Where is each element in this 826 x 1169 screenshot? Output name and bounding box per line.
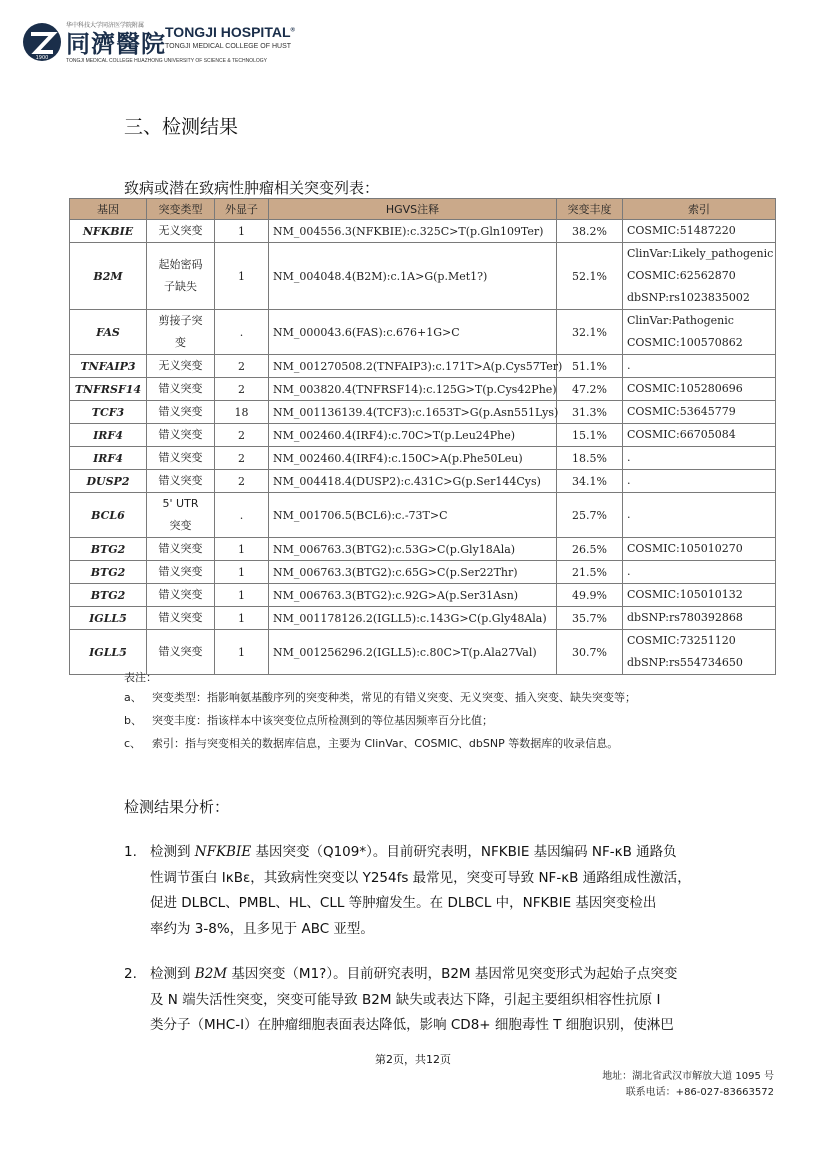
paragraph-line: 及 N 端失活性突变，突变可能导致 B2M 缺失或表达下降，引起主要组织相容性抗原 I	[150, 991, 661, 1008]
table-notes	[124, 669, 764, 758]
gene-cell: DUSP2	[70, 470, 147, 493]
gene-cell: TNFAIP3	[70, 355, 147, 378]
mutation-type-line: 错义突变	[158, 382, 203, 395]
mutation-type-cell	[147, 378, 215, 401]
brand-cn-name: 同濟醫院	[66, 29, 166, 58]
mutation-type-line: 错义突变	[158, 405, 203, 418]
reference-line: COSMIC:100570862	[627, 336, 743, 349]
table-row	[70, 538, 776, 561]
analysis-paragraph-2	[124, 962, 724, 1039]
paragraph-line: 率约为 3-8%，且多见于 ABC 亚型。	[150, 920, 374, 937]
mutation-type-line: 错义突变	[158, 588, 203, 601]
reference-line: dbSNP:rs780392868	[627, 611, 743, 624]
registered-mark: ®	[290, 27, 295, 34]
mutation-type-line: 无义突变	[158, 359, 203, 372]
reference-cell	[623, 243, 776, 310]
reference-cell	[623, 355, 776, 378]
exon-cell: 2	[215, 424, 269, 447]
mutation-type-line: 起始密码	[158, 258, 203, 271]
table-row	[70, 493, 776, 538]
table-row	[70, 378, 776, 401]
table-row	[70, 584, 776, 607]
reference-cell	[623, 493, 776, 538]
header-ref: 索引	[623, 199, 776, 220]
gene-cell: B2M	[70, 243, 147, 310]
line-prefix: 检测到	[150, 966, 195, 982]
table-row	[70, 243, 776, 310]
exon-cell: 1	[215, 220, 269, 243]
table-body	[70, 220, 776, 675]
frequency-cell: 49.9%	[557, 584, 623, 607]
footer-address: 地址：湖北省武汉市解放大道 1095 号	[602, 1071, 774, 1082]
section-title: 三、检测结果	[124, 116, 239, 138]
brand-en-text: TONGJI HOSPITAL	[165, 24, 291, 40]
mutation-type-cell	[147, 447, 215, 470]
header-type: 突变类型	[147, 199, 215, 220]
frequency-cell: 30.7%	[557, 630, 623, 675]
gene-cell: IGLL5	[70, 630, 147, 675]
paragraph-line: 性调节蛋白 IκBε，其致病性突变以 Y254fs 最常见，突变可导致 NF-κB 通路组成性激活，	[150, 869, 691, 886]
reference-line: COSMIC:105010132	[627, 588, 743, 601]
header-exon: 外显子	[215, 199, 269, 220]
mutation-type-line: 突变	[169, 519, 192, 532]
reference-line: .	[627, 474, 631, 487]
exon-cell: .	[215, 493, 269, 538]
reference-cell	[623, 561, 776, 584]
reference-line: dbSNP:rs554734650	[627, 656, 743, 669]
mutation-type-cell	[147, 355, 215, 378]
reference-cell	[623, 538, 776, 561]
reference-line: COSMIC:66705084	[627, 428, 736, 441]
hospital-header	[20, 18, 340, 66]
hgvs-cell: NM_006763.3(BTG2):c.53G>C(p.Gly18Ala)	[269, 538, 557, 561]
hgvs-cell: NM_006763.3(BTG2):c.65G>C(p.Ser22Thr)	[269, 561, 557, 584]
note-text: 突变类型：指影响氨基酸序列的突变种类，常见的有错义突变、无义突变、插入突变、缺失突变等；	[152, 691, 636, 704]
note-text: 索引：指与突变相关的数据库信息，主要为 ClinVar、COSMIC、dbSNP 等数据库的收录信息。	[152, 737, 619, 750]
brand-cn-small: 华中科技大学同济医学院附属	[66, 22, 145, 29]
gene-cell: NFKBIE	[70, 220, 147, 243]
paragraph-number: 1.	[124, 844, 137, 860]
hgvs-cell: NM_001706.5(BCL6):c.-73T>C	[269, 493, 557, 538]
paragraph-line	[124, 840, 724, 866]
frequency-cell: 35.7%	[557, 607, 623, 630]
reference-line: COSMIC:53645779	[627, 405, 736, 418]
reference-line: COSMIC:62562870	[627, 269, 736, 282]
reference-cell	[623, 401, 776, 424]
hgvs-cell: NM_002460.4(IRF4):c.70C>T(p.Leu24Phe)	[269, 424, 557, 447]
table-row	[70, 424, 776, 447]
reference-cell	[623, 310, 776, 355]
hgvs-cell: NM_000043.6(FAS):c.676+1G>C	[269, 310, 557, 355]
mutation-table	[69, 198, 776, 675]
notes-title: 表注：	[124, 671, 157, 684]
exon-cell: 1	[215, 538, 269, 561]
line-prefix: 检测到	[150, 844, 195, 860]
exon-cell: 1	[215, 243, 269, 310]
hgvs-cell: NM_001178126.2(IGLL5):c.143G>C(p.Gly48Ala)	[269, 607, 557, 630]
hgvs-cell: NM_006763.3(BTG2):c.92G>A(p.Ser31Asn)	[269, 584, 557, 607]
mutation-type-line: 无义突变	[158, 224, 203, 237]
frequency-cell: 32.1%	[557, 310, 623, 355]
frequency-cell: 31.3%	[557, 401, 623, 424]
hgvs-cell: NM_001270508.2(TNFAIP3):c.171T>A(p.Cys57Ter)	[269, 355, 557, 378]
mutation-type-cell	[147, 630, 215, 675]
gene-cell: BTG2	[70, 538, 147, 561]
hgvs-cell: NM_001136139.4(TCF3):c.1653T>G(p.Asn551Lys)	[269, 401, 557, 424]
reference-cell	[623, 584, 776, 607]
gene-cell: FAS	[70, 310, 147, 355]
note-item	[124, 712, 764, 735]
header-hgvs: HGVS注释	[269, 199, 557, 220]
reference-cell	[623, 220, 776, 243]
frequency-cell: 25.7%	[557, 493, 623, 538]
exon-cell: 1	[215, 561, 269, 584]
line-suffix: 基因突变（Q109*）。目前研究表明，NFKBIE 基因编码 NF-κB 通路负	[251, 844, 677, 860]
frequency-cell: 21.5%	[557, 561, 623, 584]
gene-cell: TCF3	[70, 401, 147, 424]
gene-cell: BCL6	[70, 493, 147, 538]
mutation-type-line: 错义突变	[158, 565, 203, 578]
exon-cell: 2	[215, 378, 269, 401]
note-text: 突变丰度：指该样本中该突变位点所检测到的等位基因频率百分比值；	[152, 714, 493, 727]
gene-cell: TNFRSF14	[70, 378, 147, 401]
mutation-type-cell	[147, 538, 215, 561]
reference-cell	[623, 447, 776, 470]
analysis-paragraph-1	[124, 840, 724, 942]
gene-name: B2M	[194, 966, 228, 982]
exon-cell: 18	[215, 401, 269, 424]
gene-cell: IGLL5	[70, 607, 147, 630]
note-mark: b、	[124, 714, 142, 727]
mutation-type-line: 5' UTR	[162, 497, 199, 510]
gene-cell: BTG2	[70, 584, 147, 607]
mutation-type-cell	[147, 470, 215, 493]
brand-en-bottom: TONGJI MEDICAL COLLEGE HUAZHONG UNIVERSITY OF SCIENCE & TECHNOLOGY	[66, 58, 267, 64]
mutation-type-cell	[147, 401, 215, 424]
reference-cell	[623, 630, 776, 675]
table-row	[70, 220, 776, 243]
footer-phone: 联系电话：+86-027-83663572	[625, 1087, 774, 1098]
analysis-title: 检测结果分析：	[124, 798, 230, 816]
logo-year: 1900	[35, 55, 49, 61]
exon-cell: 2	[215, 470, 269, 493]
table-caption: 致病或潜在致病性肿瘤相关突变列表：	[124, 179, 380, 197]
paragraph-line: 类分子（MHC-I）在肿瘤细胞表面表达降低，影响 CD8+ 细胞毒性 T 细胞识别，使淋巴	[150, 1017, 674, 1033]
reference-line: COSMIC:105280696	[627, 382, 743, 395]
gene-cell: BTG2	[70, 561, 147, 584]
mutation-type-cell	[147, 584, 215, 607]
reference-line: .	[627, 508, 631, 521]
frequency-cell: 38.2%	[557, 220, 623, 243]
table-row	[70, 447, 776, 470]
brand-en-sub: TONGJI MEDICAL COLLEGE OF HUST	[165, 43, 292, 50]
mutation-type-line: 子缺失	[164, 280, 197, 293]
exon-cell: 2	[215, 355, 269, 378]
table-header-row	[70, 199, 776, 220]
mutation-type-line: 错义突变	[158, 611, 203, 624]
table-row	[70, 401, 776, 424]
mutation-type-cell	[147, 607, 215, 630]
table-row	[70, 561, 776, 584]
mutation-type-line: 剪接子突	[158, 314, 203, 327]
frequency-cell: 18.5%	[557, 447, 623, 470]
mutation-type-cell	[147, 220, 215, 243]
mutation-type-cell	[147, 493, 215, 538]
header-gene: 基因	[70, 199, 147, 220]
brand-en-name	[165, 24, 295, 40]
mutation-type-line: 错义突变	[158, 645, 203, 658]
mutation-type-cell	[147, 561, 215, 584]
reference-cell	[623, 378, 776, 401]
hgvs-cell: NM_002460.4(IRF4):c.150C>A(p.Phe50Leu)	[269, 447, 557, 470]
table-row	[70, 630, 776, 675]
note-mark: c、	[124, 737, 142, 750]
frequency-cell: 47.2%	[557, 378, 623, 401]
exon-cell: .	[215, 310, 269, 355]
hgvs-cell: NM_001256296.2(IGLL5):c.80C>T(p.Ala27Val)	[269, 630, 557, 675]
frequency-cell: 15.1%	[557, 424, 623, 447]
line-suffix: 基因突变（M1?）。目前研究表明，B2M 基因常见突变形式为起始子点突变	[227, 966, 678, 982]
mutation-type-line: 变	[175, 336, 186, 349]
frequency-cell: 26.5%	[557, 538, 623, 561]
reference-cell	[623, 607, 776, 630]
frequency-cell: 52.1%	[557, 243, 623, 310]
reference-line: .	[627, 359, 631, 372]
reference-line: COSMIC:105010270	[627, 542, 743, 555]
reference-cell	[623, 470, 776, 493]
reference-line: dbSNP:rs1023835002	[627, 291, 750, 304]
table-row	[70, 470, 776, 493]
exon-cell: 1	[215, 607, 269, 630]
note-item	[124, 735, 764, 758]
table-row	[70, 355, 776, 378]
reference-line: ClinVar:Likely_pathogenic	[627, 247, 774, 260]
header-freq: 突变丰度	[557, 199, 623, 220]
reference-line: .	[627, 565, 631, 578]
table-row	[70, 607, 776, 630]
mutation-type-cell	[147, 310, 215, 355]
reference-line: COSMIC:51487220	[627, 224, 736, 237]
reference-line: .	[627, 451, 631, 464]
frequency-cell: 51.1%	[557, 355, 623, 378]
hgvs-cell: NM_004048.4(B2M):c.1A>G(p.Met1?)	[269, 243, 557, 310]
footer-contact	[602, 1069, 774, 1101]
reference-line: ClinVar:Pathogenic	[627, 314, 734, 327]
paragraph-line: 促进 DLBCL、PMBL、HL、CLL 等肿瘤发生。在 DLBCL 中，NFKBIE 基因突变检出	[150, 895, 657, 911]
mutation-type-cell	[147, 424, 215, 447]
reference-cell	[623, 424, 776, 447]
reference-line: COSMIC:73251120	[627, 634, 736, 647]
mutation-type-line: 错义突变	[158, 428, 203, 441]
hgvs-cell: NM_004418.4(DUSP2):c.431C>G(p.Ser144Cys)	[269, 470, 557, 493]
gene-name: NFKBIE	[194, 844, 252, 860]
paragraph-line	[124, 962, 724, 988]
frequency-cell: 34.1%	[557, 470, 623, 493]
gene-cell: IRF4	[70, 447, 147, 470]
mutation-type-cell	[147, 243, 215, 310]
note-mark: a、	[124, 691, 142, 704]
paragraph-number: 2.	[124, 966, 137, 982]
exon-cell: 1	[215, 584, 269, 607]
hospital-logo-icon	[22, 22, 62, 62]
hgvs-cell: NM_004556.3(NFKBIE):c.325C>T(p.Gln109Ter)	[269, 220, 557, 243]
hgvs-cell: NM_003820.4(TNFRSF14):c.125G>T(p.Cys42Phe)	[269, 378, 557, 401]
gene-cell: IRF4	[70, 424, 147, 447]
table-row	[70, 310, 776, 355]
note-item	[124, 689, 764, 712]
mutation-type-line: 错义突变	[158, 542, 203, 555]
exon-cell: 2	[215, 447, 269, 470]
exon-cell: 1	[215, 630, 269, 675]
page-number: 第2页，共12页	[375, 1053, 451, 1066]
mutation-type-line: 错义突变	[158, 474, 203, 487]
mutation-type-line: 错义突变	[158, 451, 203, 464]
